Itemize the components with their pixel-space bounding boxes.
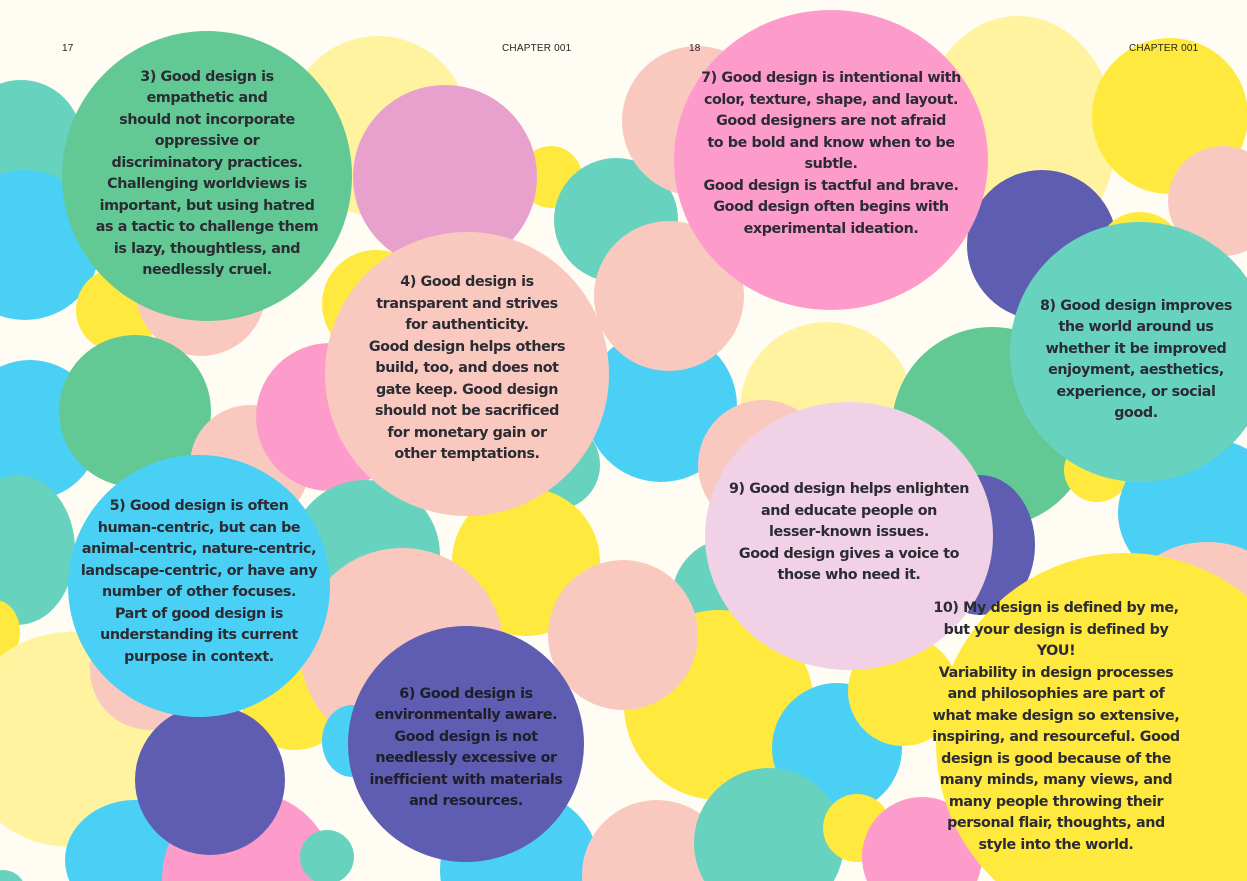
text-line: other temptations. bbox=[394, 446, 540, 463]
text-line: 8) Good design improves bbox=[1039, 297, 1232, 314]
text-line: Good designers are not afraid bbox=[716, 113, 946, 129]
decorative-circle bbox=[0, 475, 75, 625]
text-line: 5) Good design is often bbox=[109, 498, 289, 514]
principle-6-bubble bbox=[348, 626, 584, 862]
principle-3-text bbox=[96, 67, 318, 282]
text-line: 9) Good design helps enlighten bbox=[728, 481, 970, 498]
decorative-circle bbox=[0, 870, 26, 881]
text-line: for authenticity. bbox=[405, 317, 529, 334]
decorative-circle bbox=[135, 705, 285, 855]
text-line: experience, or social bbox=[1056, 383, 1216, 400]
text-line: empathetic and bbox=[146, 90, 268, 106]
decorative-circle bbox=[548, 560, 698, 710]
left-chapter-label: CHAPTER 001 bbox=[502, 43, 572, 54]
text-line: good. bbox=[1114, 405, 1158, 421]
text-line: for monetary gain or bbox=[387, 424, 547, 441]
principle-7-text bbox=[701, 68, 961, 240]
principle-5-text bbox=[81, 496, 317, 668]
text-line: and resources. bbox=[409, 793, 523, 809]
text-line: 4) Good design is bbox=[400, 274, 534, 291]
text-line: build, too, and does not bbox=[375, 360, 559, 377]
text-line: style into the world. bbox=[978, 836, 1134, 853]
text-line: animal-centric, nature-centric, bbox=[81, 541, 317, 557]
principle-10-bubble bbox=[932, 553, 1247, 881]
text-line: Challenging worldviews is bbox=[107, 176, 307, 192]
text-line: as a tactic to challenge them bbox=[95, 219, 319, 235]
text-line: many minds, many views, and bbox=[939, 772, 1173, 788]
right-chapter-label: CHAPTER 001 bbox=[1129, 43, 1199, 54]
principle-4-text bbox=[369, 272, 565, 466]
text-line: transparent and strives bbox=[376, 295, 558, 312]
text-line: Good design often begins with bbox=[713, 199, 949, 215]
principle-5-bubble bbox=[68, 455, 330, 717]
text-line: and educate people on bbox=[761, 502, 937, 519]
right-page-number: 18 bbox=[689, 43, 701, 54]
text-line: landscape-centric, or have any bbox=[80, 562, 318, 579]
text-line: Good design helps others bbox=[368, 338, 566, 355]
principle-10-text bbox=[921, 598, 1191, 856]
text-line: gate keep. Good design bbox=[375, 381, 559, 398]
principle-7-bubble bbox=[674, 10, 988, 310]
text-line: and philosophies are part of bbox=[947, 686, 1165, 702]
text-line: subtle. bbox=[804, 156, 858, 172]
text-line: 6) Good design is bbox=[399, 685, 533, 702]
text-line: important, but using hatred bbox=[99, 197, 315, 214]
text-line: color, texture, shape, and layout. bbox=[703, 91, 959, 108]
principle-4-bubble bbox=[325, 232, 609, 516]
text-line: Good design is tactful and brave. bbox=[703, 177, 959, 194]
text-line: the world around us bbox=[1058, 319, 1214, 335]
principle-6-text bbox=[370, 684, 563, 813]
text-line: should not be sacrificed bbox=[374, 403, 560, 420]
text-line: Variability in design processes bbox=[938, 664, 1174, 681]
text-line: 3) Good design is bbox=[140, 68, 274, 85]
text-line: purpose in context. bbox=[124, 648, 274, 665]
text-line: needlessly excessive or bbox=[375, 750, 557, 766]
text-line: lesser-known issues. bbox=[769, 524, 929, 541]
text-line: Good design is not bbox=[394, 728, 538, 745]
text-line: whether it be improved bbox=[1045, 340, 1227, 357]
principle-8-text bbox=[1040, 296, 1232, 425]
text-line: is lazy, thoughtless, and bbox=[113, 240, 301, 257]
text-line: Good design gives a voice to bbox=[738, 545, 960, 562]
principle-3-bubble bbox=[62, 31, 352, 321]
text-line: 7) Good design is intentional with bbox=[701, 70, 961, 86]
text-line: to be bold and know when to be bbox=[707, 134, 955, 151]
text-line: oppressive or bbox=[154, 133, 260, 149]
left-page-number: 17 bbox=[62, 43, 74, 54]
text-line: design is good because of the bbox=[941, 750, 1171, 767]
principle-9-text bbox=[729, 479, 969, 587]
text-line: what make design so extensive, bbox=[932, 707, 1180, 724]
text-line: should not incorporate bbox=[119, 111, 295, 128]
text-line: understanding its current bbox=[100, 627, 298, 643]
text-line: needlessly cruel. bbox=[142, 262, 272, 278]
text-line: inspiring, and resourceful. Good bbox=[932, 729, 1180, 745]
text-line: enjoyment, aesthetics, bbox=[1048, 362, 1224, 378]
text-line: inefficient with materials bbox=[369, 771, 563, 788]
text-line: 10) My design is defined by me, bbox=[933, 600, 1179, 616]
text-line: but your design is defined by bbox=[943, 621, 1169, 638]
text-line: many people throwing their bbox=[948, 793, 1164, 810]
text-line: YOU! bbox=[1036, 643, 1076, 659]
text-line: environmentally aware. bbox=[374, 707, 558, 723]
text-line: discriminatory practices. bbox=[111, 154, 303, 171]
decorative-circle bbox=[300, 830, 354, 881]
text-line: number of other focuses. bbox=[101, 584, 297, 600]
text-line: experimental ideation. bbox=[743, 220, 919, 237]
text-line: human-centric, but can be bbox=[97, 519, 301, 536]
text-line: personal flair, thoughts, and bbox=[947, 815, 1165, 831]
text-line: those who need it. bbox=[777, 567, 921, 584]
text-line: Part of good design is bbox=[114, 605, 284, 622]
